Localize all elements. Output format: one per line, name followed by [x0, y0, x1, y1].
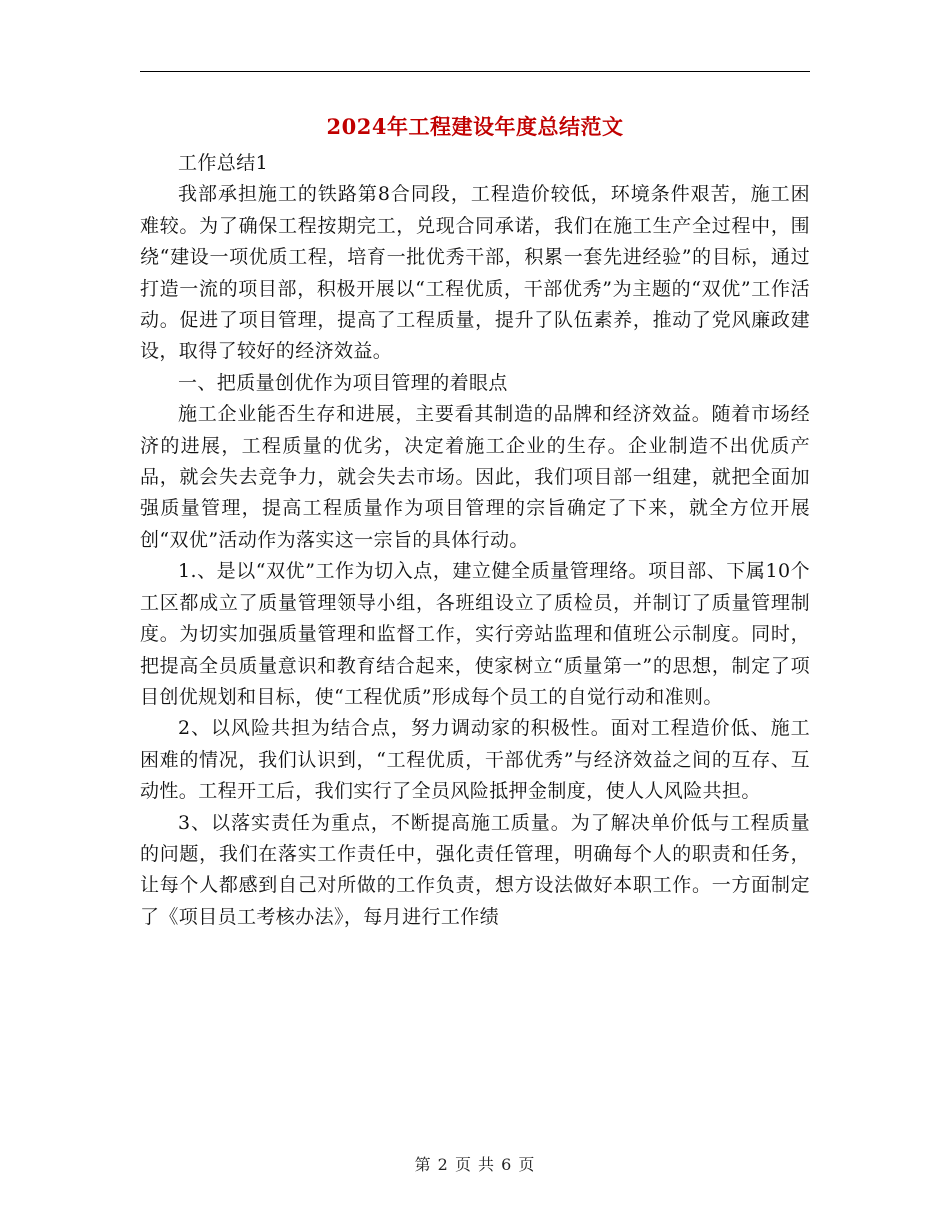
body-paragraph: 施工企业能否生存和进展，主要看其制造的品牌和经济效益。随着市场经济的进展，工程质量的优劣，决定着施工企业的生存。企业制造不出优质产品，就会失去竞争力，就会失去市场。因此，我们项目部一组建，就把全面加强质量管理，提高工程质量作为项目管理的宗旨确定了下来，就全方位开展创“双优”活动作为落实这一宗旨的具体行动。	[140, 403, 810, 551]
numbered-paragraph-3: 3、以落实责任为重点，不断提高施工质量。为了解决单价低与工程质量的问题，我们在落实工作责任中，强化责任管理，明确每个人的职责和任务，让每个人都感到自己对所做的工作负责，想方设法做好本职工作。一方面制定了《项目员工考核办法》，每月进行工作绩	[140, 811, 810, 928]
page-number-footer: 第 2 页 共 6 页	[414, 1155, 536, 1174]
document-title: 2024年工程建设年度总结范文	[326, 114, 624, 139]
section-heading-work-summary: 工作总结1	[178, 152, 269, 174]
section-heading-quality: 一、把质量创优作为项目管理的着眼点	[178, 371, 508, 394]
numbered-paragraph-1: 1.、是以“双优”工作为切入点，建立健全质量管理络。项目部、下属10个工区都成立了质量管理领导小组，各班组设立了质检员，并制订了质量管理制度。为切实加强质量管理和监督工作，实行旁站监理和值班公示制度。同时，把提高全员质量意识和教育结合起来，使家树立“质量第一”的思想，制定了项目创优规划和目标，使“工程优质”形成每个员工的自觉行动和准则。	[140, 560, 810, 708]
document-body	[140, 148, 810, 933]
header-rule	[140, 71, 810, 72]
numbered-paragraph-2: 2、以风险共担为结合点，努力调动家的积极性。面对工程造价低、施工困难的情况，我们认识到，“工程优质，干部优秀”与经济效益之间的互存、互动性。工程开工后，我们实行了全员风险抵押金制度，使人人风险共担。	[140, 717, 810, 803]
body-paragraph: 我部承担施工的铁路第8合同段，工程造价较低，环境条件艰苦，施工困难较。为了确保工程按期完工，兑现合同承诺，我们在施工生产全过程中，围绕“建设一项优质工程，培育一批优秀干部，积累一套先进经验”的目标，通过打造一流的项目部，积极开展以“工程优质，干部优秀”为主题的“双优”工作活动。促进了项目管理，提高了工程质量，提升了队伍素养，推动了党风廉政建设，取得了较好的经济效益。	[140, 183, 810, 363]
